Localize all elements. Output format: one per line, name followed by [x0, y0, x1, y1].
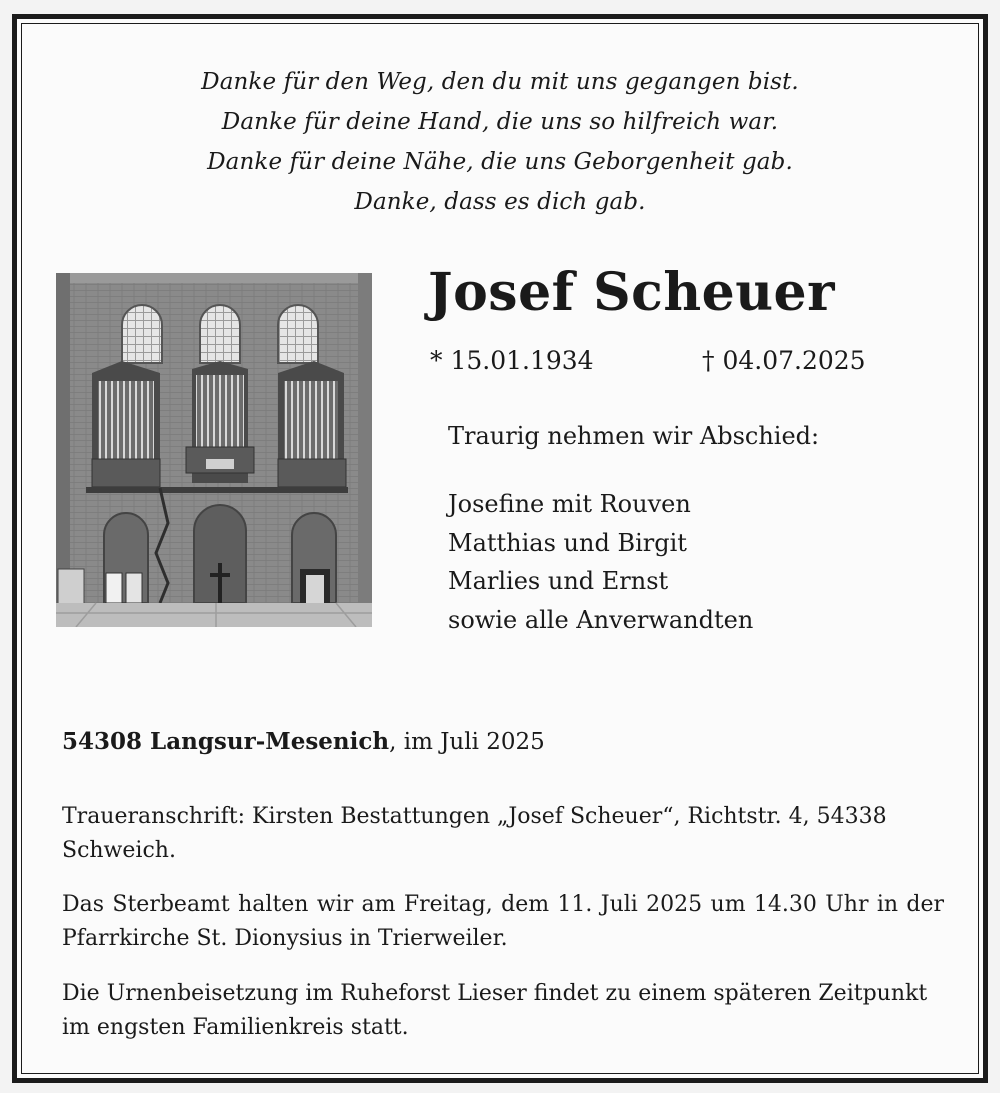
mourner-entry: Matthias und Birgit	[448, 528, 687, 557]
mourners-list	[448, 485, 753, 639]
poem-line: Danke für den Weg, den du mit uns gegangen bist.	[201, 69, 799, 95]
deceased-name: Josef Scheuer	[428, 262, 836, 323]
birth-date: * 15.01.1934	[430, 346, 594, 375]
mourner-entry: sowie alle Anverwandten	[448, 605, 754, 634]
death-date: † 04.07.2025	[702, 346, 866, 375]
poem-line: Danke, dass es dich gab.	[354, 189, 646, 215]
place-date: , im Juli 2025	[389, 729, 545, 755]
mourner-entry: Josefine mit Rouven	[448, 490, 691, 518]
poem	[0, 62, 1000, 222]
church-organ-photo	[56, 273, 372, 627]
mourners-intro: Traurig nehmen wir Abschied:	[448, 422, 820, 450]
place-location: 54308 Langsur-Mesenich	[62, 728, 390, 755]
urn-burial-info: Die Urnenbeisetzung im Ruheforst Lieser findet zu einem späteren Zeitpunkt im engsten Familienkreis statt.	[62, 981, 928, 1040]
mourner-entry: Marlies und Ernst	[448, 567, 669, 595]
poem-line: Danke für deine Nähe, die uns Geborgenheit gab.	[207, 149, 793, 175]
poem-line: Danke für deine Hand, die uns so hilfreich war.	[221, 109, 779, 135]
mourning-address: Traueranschrift: Kirsten Bestattungen „Josef Scheuer“, Richtstr. 4, 54338 Schweich.	[62, 804, 887, 863]
funeral-service-info: Das Sterbeamt halten wir am Freitag, dem 11. Juli 2025 um 14.30 Uhr in der Pfarrkirche St. Dionysius in Trierweiler.	[62, 892, 944, 951]
place-date-line	[62, 728, 545, 755]
